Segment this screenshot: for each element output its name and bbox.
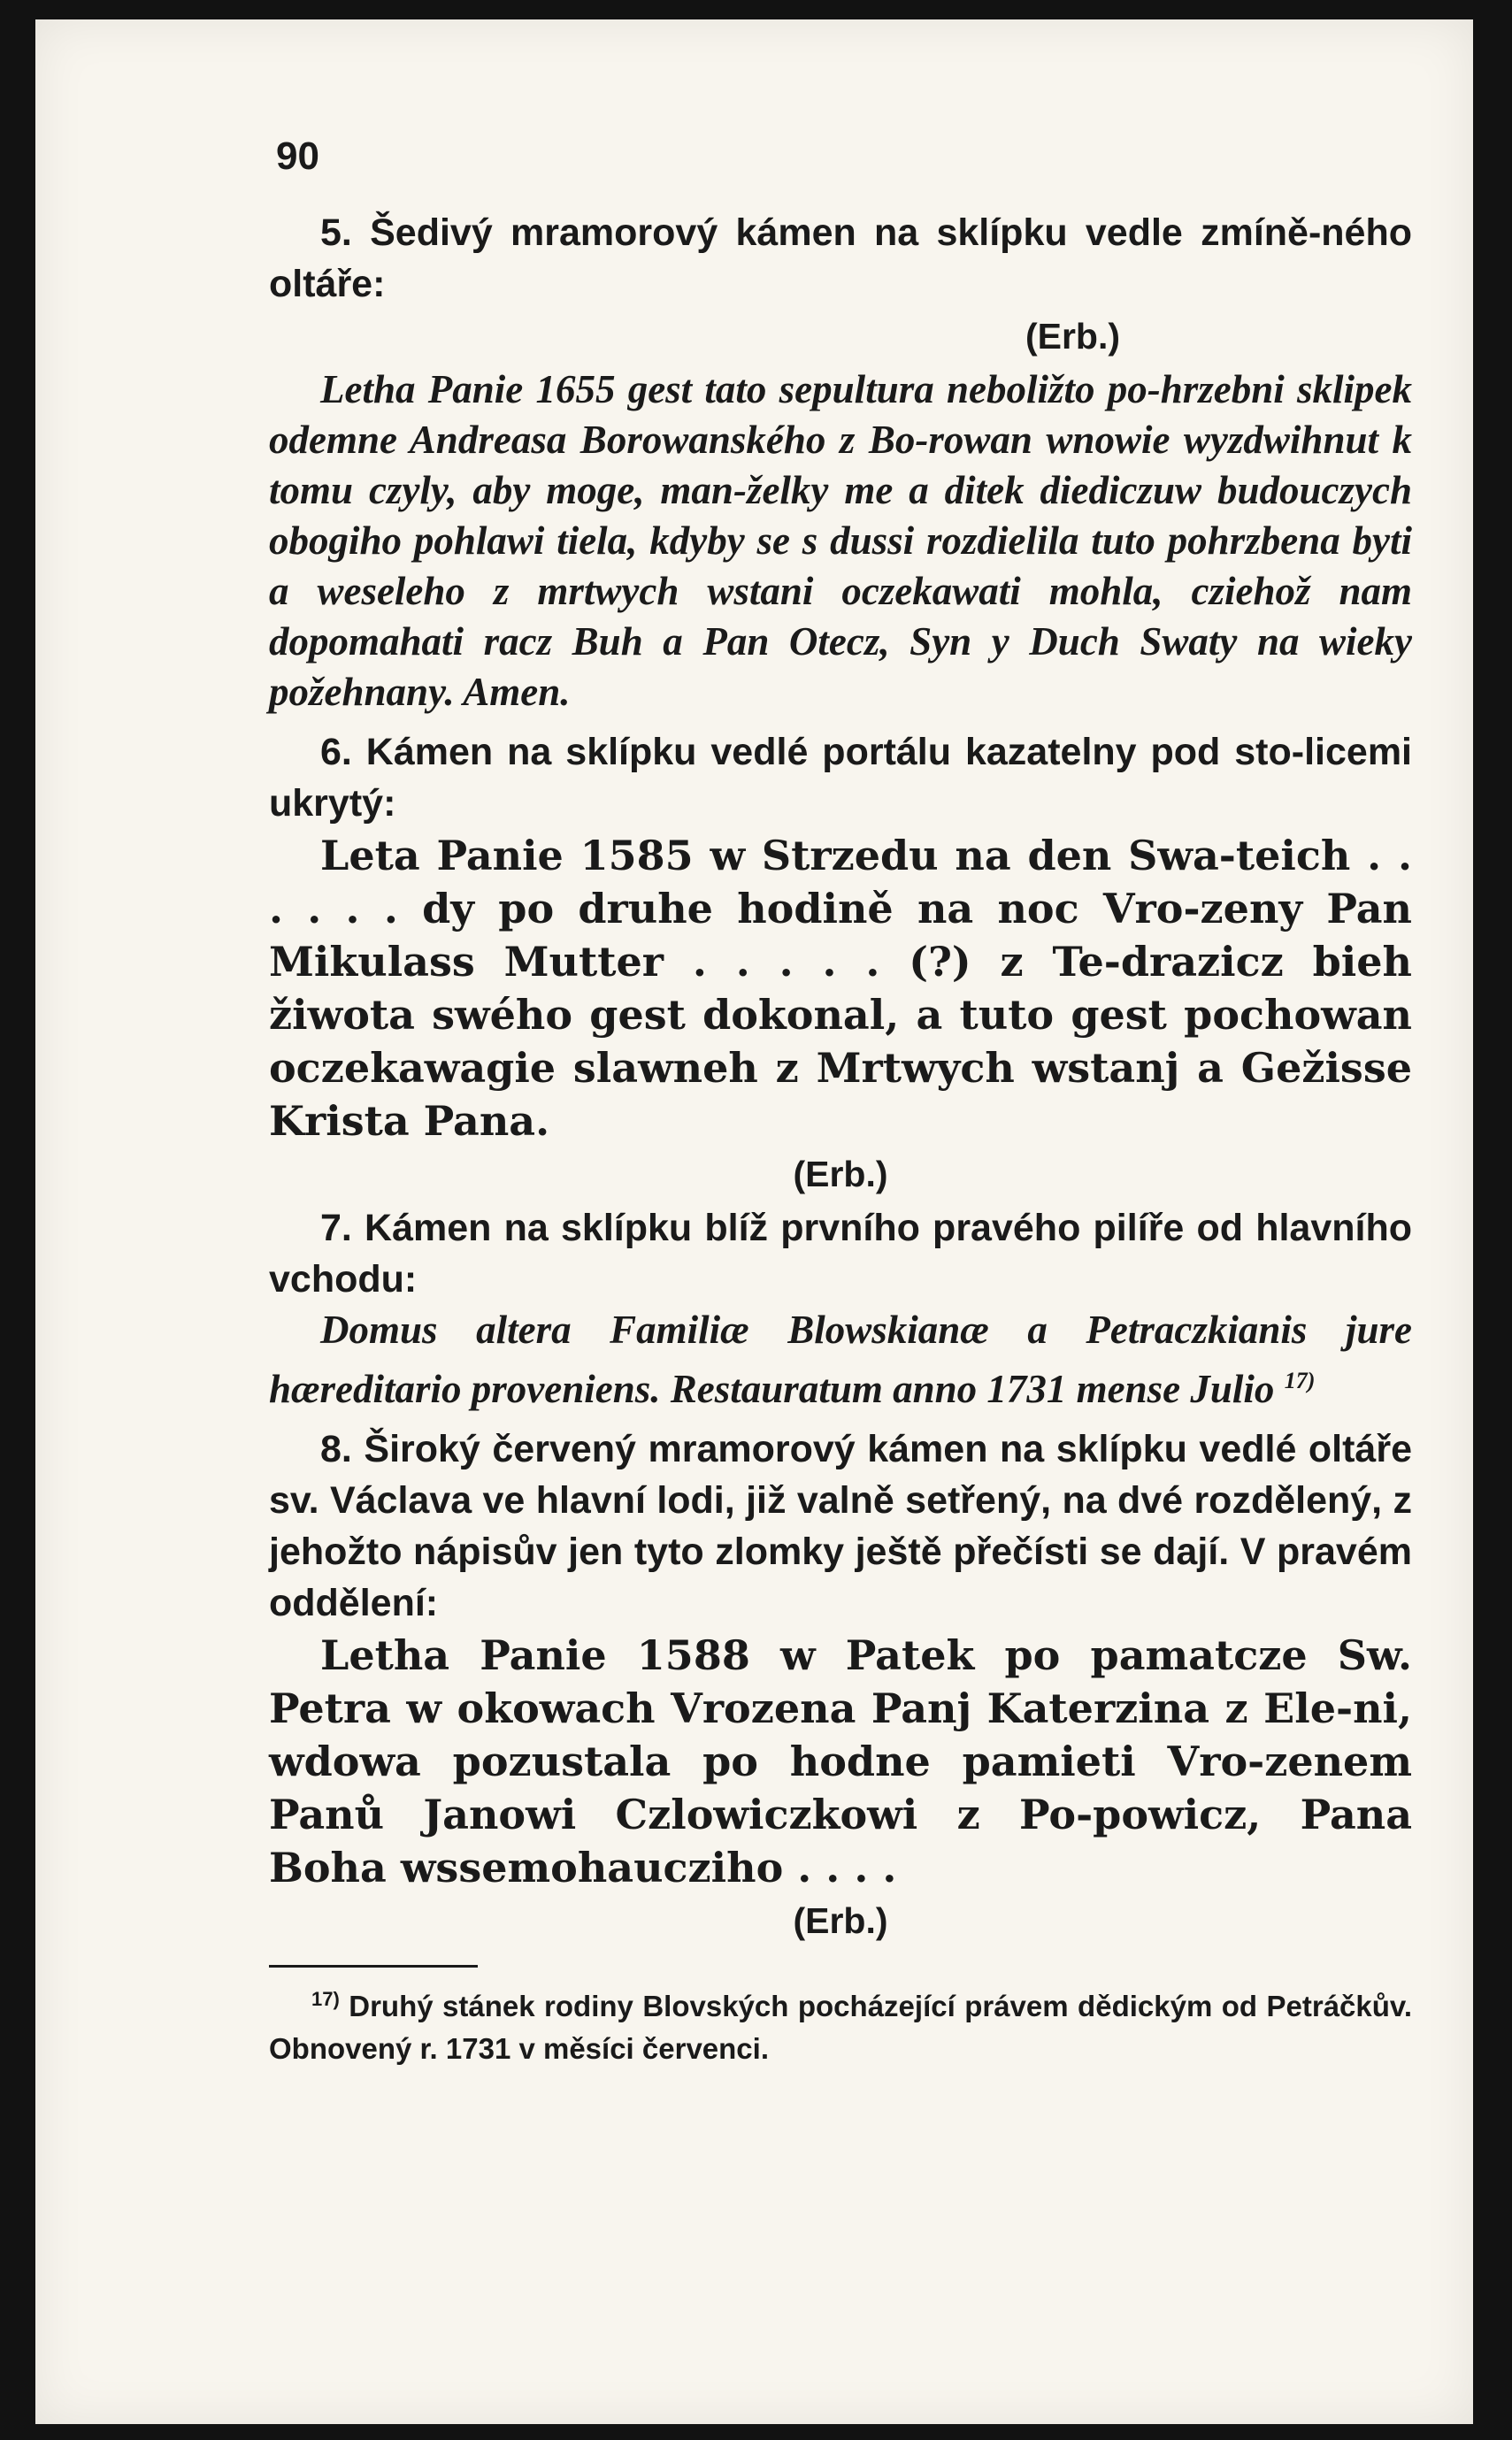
section-5-heading: 5. Šedivý mramorový kámen na sklípku vedle zmíně-ného oltáře:: [269, 211, 1412, 305]
section-8-heading: 8. Široký červený mramorový kámen na sklípku vedlé oltáře sv. Václava ve hlavní lodi, již valně setřený, na dvé rozdělený, z jehožto nápisův jen tyto zlomky ještě přečísti se dají. V pravém oddělení:: [269, 1428, 1412, 1624]
page-number: 90: [276, 134, 319, 178]
footnote-divider: [269, 1965, 478, 1968]
section-6-coat-of-arms: (Erb.): [793, 1154, 888, 1194]
book-page: [35, 19, 1473, 2424]
footnote-mark: 17): [311, 1988, 340, 2010]
section-7-inscription-text: Domus altera Familiæ Blowskianæ a Petraczkianis jure hæreditario proveniens. Restauratum anno 1731 mense Julio: [269, 1308, 1412, 1411]
section-7-inscription: [269, 1305, 1412, 1415]
footnote-reference: 17): [1284, 1368, 1316, 1393]
section-7-heading: 7. Kámen na sklípku blíž prvního pravého pilíře od hlavního vchodu:: [269, 1207, 1412, 1301]
section-8-coat-of-arms: (Erb.): [793, 1900, 888, 1941]
section-6-heading: 6. Kámen na sklípku vedlé portálu kazatelny pod sto-licemi ukrytý:: [269, 731, 1412, 825]
section-8-inscription: Letha Panie 1588 w Patek po pamatcze Sw. Petra w okowach Vrozena Panj Katerzina z Ele-ni, wdowa pozustala po hodne pamieti Vro-zenem Panů Janowi Czlowiczkowi z Po-powicz, Pana Boha wssemohaucziho . . . .: [269, 1631, 1412, 1891]
footnote-text: Druhý stánek rodiny Blovských pocházející právem dědickým od Petráčkův. Obnovený r. 1731 v měsíci červenci.: [269, 1990, 1412, 2065]
section-6-inscription: Leta Panie 1585 w Strzedu na den Swa-teich . . . . . . dy po druhe hodině na noc Vro-zeny Pan Mikulass Mutter . . . . . (?) z Te-drazicz bieh žiwota swého gest dokonal, a tuto gest pochowan oczekawagie slawneh z Mrtwych wstanj a Gežisse Krista Pana.: [269, 832, 1412, 1145]
section-5-coat-of-arms: (Erb.): [1025, 316, 1120, 357]
footnote: [269, 1978, 1412, 2070]
page-content: [269, 207, 1412, 2070]
section-5-inscription: Letha Panie 1655 gest tato sepultura neboližto po-hrzebni sklipek odemne Andreasa Borowanského z Bo-rowan wnowie wyzdwihnut k tomu czyly, aby moge, man-želky me a ditek diediczuw budouczych obogiho pohlawi tiela, kdyby se s dussi rozdielila tuto pohrzbena byti a weseleho z mrtwych wstani oczekawati mohla, cziehož nam dopomahati racz Buh a Pan Otecz, Syn y Duch Swaty na wieky požehnany. Amen.: [269, 367, 1412, 714]
